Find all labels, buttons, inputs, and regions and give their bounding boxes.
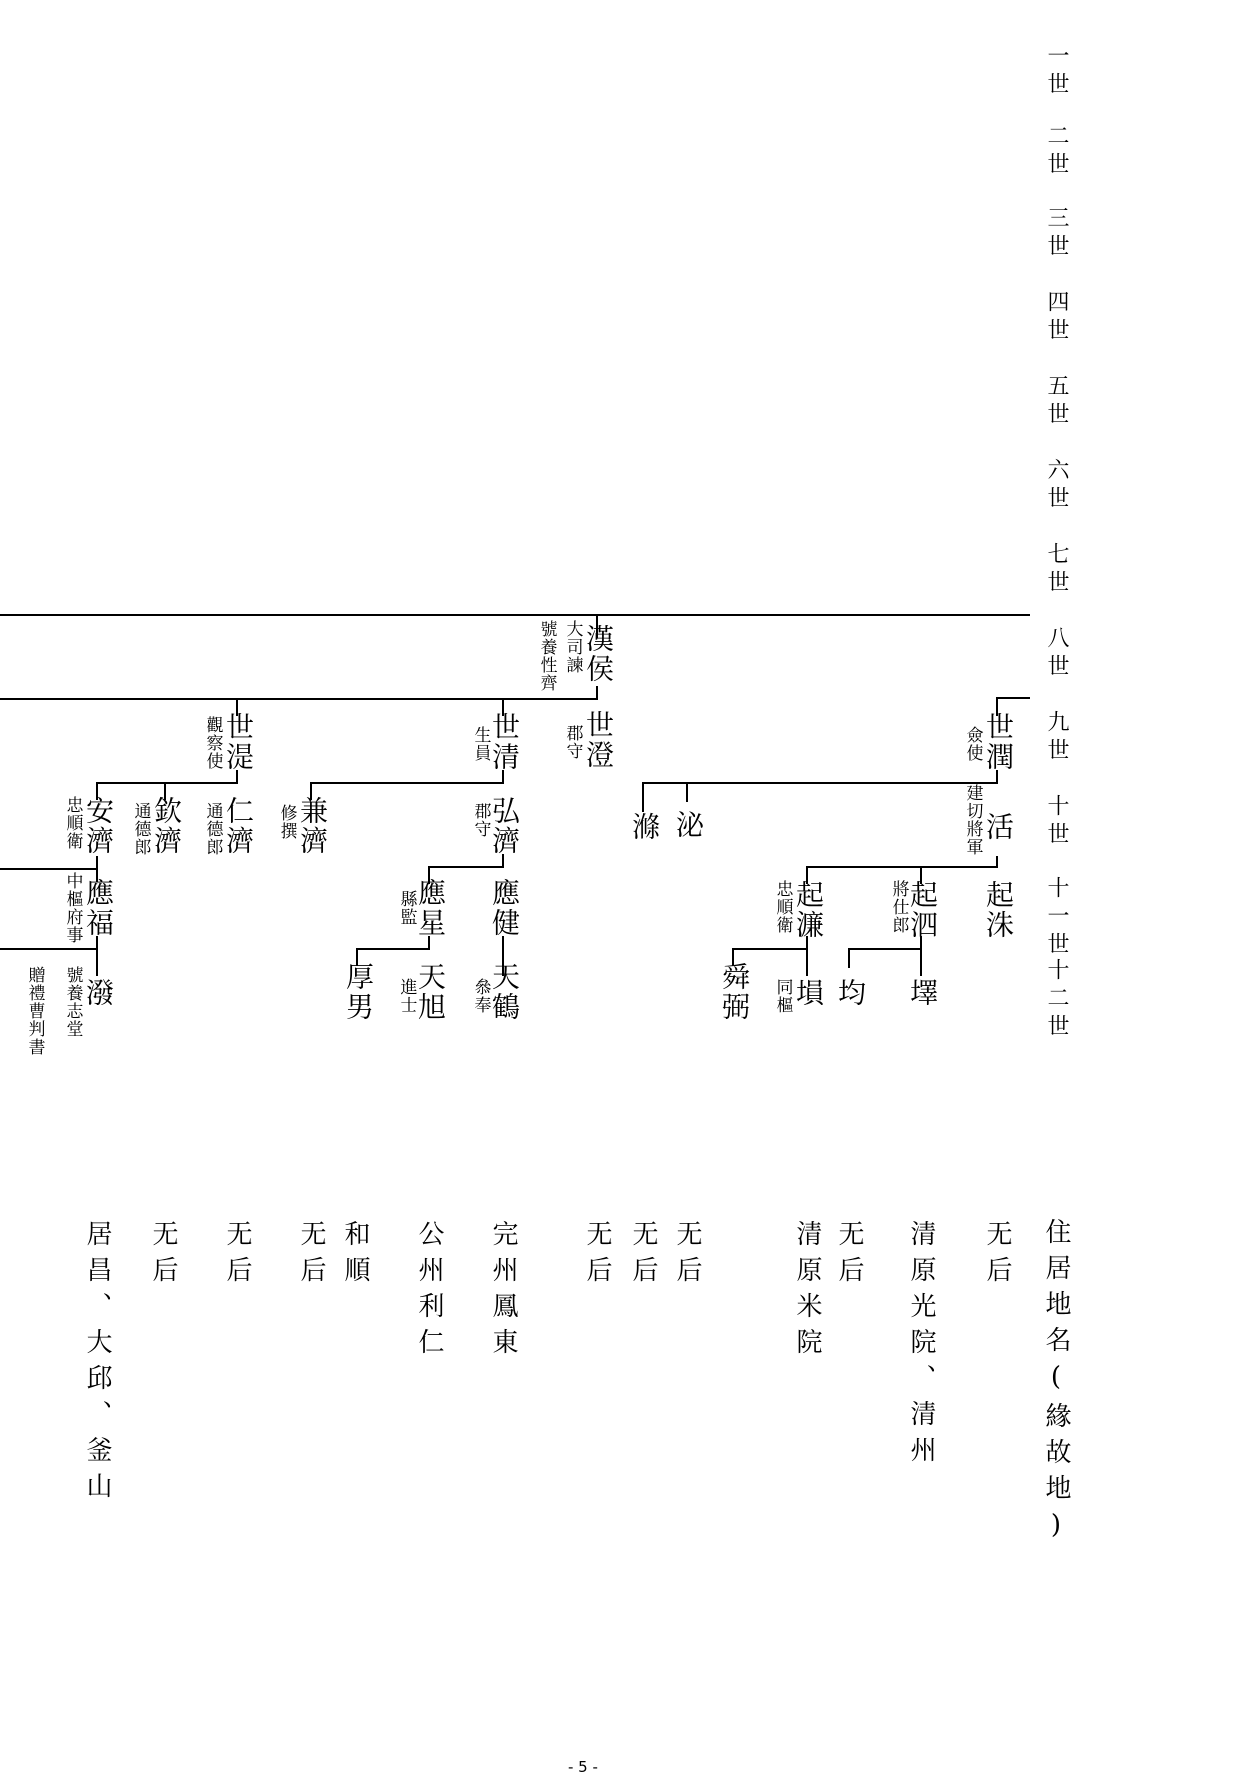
qilian-branch-line xyxy=(732,948,808,950)
residence-4: 和順 xyxy=(340,1220,370,1292)
note-po-title: 贈禮曹判書 xyxy=(24,966,45,1056)
note-qinji: 通德郎 xyxy=(130,802,151,856)
residence-6: 完州鳳東 xyxy=(488,1220,518,1364)
generation-label-9: 九世 xyxy=(1044,710,1069,766)
note-jianji: 修撰 xyxy=(276,804,297,840)
note-hongji: 郡守 xyxy=(470,802,491,838)
generation-label-2: 二世 xyxy=(1044,124,1069,180)
page-number: - 5 - xyxy=(568,1758,598,1776)
person-yingjian: 應健 xyxy=(488,878,521,938)
person-bi: 泌 xyxy=(672,810,705,840)
person-jun: 均 xyxy=(834,978,867,1008)
generation-label-8: 八世 xyxy=(1044,626,1069,682)
gen12-left-line xyxy=(0,948,98,950)
person-xun: 塤 xyxy=(792,978,825,1008)
note-huo: 建切將軍 xyxy=(962,784,983,856)
gen11-left-line xyxy=(0,868,98,870)
tu-drop-line xyxy=(642,782,644,812)
note-seshi: 觀察使 xyxy=(202,716,223,770)
residence-2: 无后 xyxy=(222,1220,252,1292)
generation-label-10: 十世 xyxy=(1044,794,1069,850)
person-yi: 墿 xyxy=(906,978,939,1008)
person-tianhe: 天鶴 xyxy=(488,962,521,1022)
person-houna: 厚男 xyxy=(342,962,375,1022)
residence-0: 居昌、大邱、釜山 xyxy=(82,1220,112,1508)
generation-label-11: 十一世 xyxy=(1044,876,1069,960)
bi-drop-line xyxy=(686,782,688,802)
residence-1: 无后 xyxy=(148,1220,178,1292)
person-huo: 活 xyxy=(982,812,1015,842)
person-shunmi: 舜弼 xyxy=(718,962,751,1022)
note-xun: 同樞 xyxy=(772,978,793,1014)
residence-13: 无后 xyxy=(982,1220,1012,1292)
generation-label-3: 三世 xyxy=(1044,206,1069,262)
note-hanhou-alias: 號養性齊 xyxy=(536,620,557,692)
jun-drop-line xyxy=(848,948,850,968)
note-yingxing: 縣監 xyxy=(396,890,417,926)
person-hongji: 弘濟 xyxy=(488,796,521,856)
note-seqing: 生員 xyxy=(470,726,491,762)
residence-9: 无后 xyxy=(672,1220,702,1292)
residence-5: 公州利仁 xyxy=(414,1220,444,1364)
residence-3: 无后 xyxy=(296,1220,326,1292)
generation-label-6: 六世 xyxy=(1044,458,1069,514)
residence-7: 无后 xyxy=(582,1220,612,1292)
seshi-branch-line xyxy=(96,782,238,784)
person-qinji: 欽濟 xyxy=(150,796,183,856)
seqing-branch-line xyxy=(310,782,504,784)
person-yingxing: 應星 xyxy=(414,878,447,938)
person-hanhou: 漢侯 xyxy=(582,624,615,684)
person-po: 潑 xyxy=(82,978,115,1008)
note-yingfu: 中樞府事 xyxy=(62,872,83,944)
serun-top-line xyxy=(996,697,1030,699)
person-yingfu: 應福 xyxy=(82,878,115,938)
person-jianji: 兼濟 xyxy=(296,796,329,856)
note-renji: 通德郎 xyxy=(202,802,223,856)
person-tianxu: 天旭 xyxy=(414,962,447,1022)
generation-label-1: 一世 xyxy=(1044,44,1069,100)
note-qilian: 忠順衛 xyxy=(772,880,793,934)
person-qisi: 起泗 xyxy=(906,880,939,940)
generation-label-12: 十二世 xyxy=(1044,958,1069,1042)
generation-label-7: 七世 xyxy=(1044,542,1069,598)
note-tianhe: 叅奉 xyxy=(470,978,491,1014)
person-renji: 仁濟 xyxy=(222,796,255,856)
note-hanhou-title: 大司諫 xyxy=(562,620,583,674)
note-tianxu: 進士 xyxy=(396,978,417,1014)
generation-label-4: 四世 xyxy=(1044,290,1069,346)
yingfu-child-line xyxy=(96,936,98,976)
note-serun: 僉使 xyxy=(962,726,983,762)
generation-label-5: 五世 xyxy=(1044,374,1069,430)
residence-12: 清原光院、清州 xyxy=(906,1220,936,1472)
person-serun: 世潤 xyxy=(982,712,1015,772)
note-anji: 忠順衛 xyxy=(62,796,83,850)
person-anji: 安濟 xyxy=(82,796,115,856)
residence-8: 无后 xyxy=(628,1220,658,1292)
note-qisi: 將仕郎 xyxy=(888,880,909,934)
huo-branch-line xyxy=(806,866,998,868)
residence-header: 住居地名(緣故地) xyxy=(1041,1218,1071,1550)
qisi-branch-line xyxy=(848,948,922,950)
note-po-alias: 號養志堂 xyxy=(62,966,83,1038)
residence-10: 清原米院 xyxy=(792,1220,822,1364)
xun-drop-line xyxy=(806,948,808,976)
person-tu: 滌 xyxy=(628,812,661,842)
note-sejing: 郡守 xyxy=(562,724,583,760)
person-seqing: 世清 xyxy=(488,712,521,772)
person-qizhu: 起洙 xyxy=(982,880,1015,940)
person-seshi: 世湜 xyxy=(222,712,255,772)
gen9-branch-line xyxy=(0,698,598,700)
residence-11: 无后 xyxy=(834,1220,864,1292)
hongji-branch-line xyxy=(428,866,504,868)
person-qilian: 起濂 xyxy=(792,880,825,940)
gen8-top-line xyxy=(0,614,1030,616)
yi-drop-line xyxy=(920,948,922,976)
serun-branch-line xyxy=(642,782,998,784)
yingxing-branch-line xyxy=(356,948,430,950)
person-sejing: 世澄 xyxy=(582,710,615,770)
